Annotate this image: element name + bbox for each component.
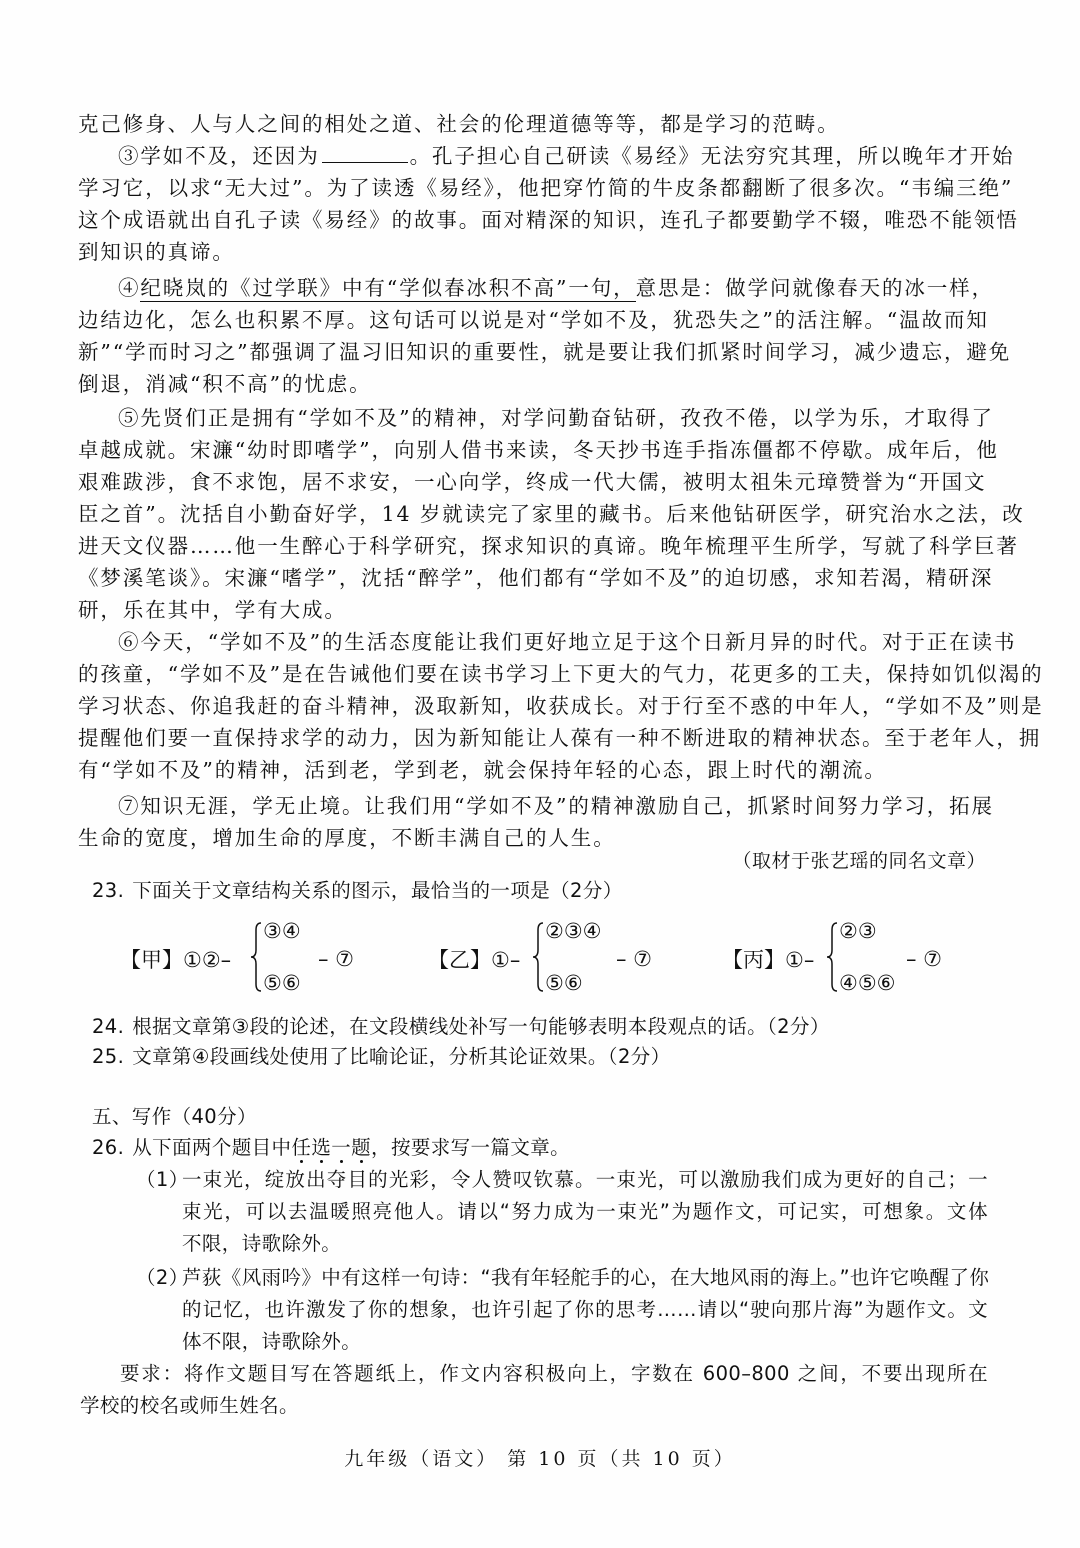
paragraph-4-rest: 意思是：做学问就像春天的冰一样， <box>635 276 994 300</box>
question-24 <box>92 1011 830 1043</box>
paragraph-5-line: 研，乐在其中，学有大成。 <box>78 598 347 622</box>
writing-option-2-line: 芦荻《风雨吟》中有这样一句诗：“我有年轻舵手的心，在大地风雨的海上。”也许它唤醒了你 <box>182 1266 990 1289</box>
paragraph-3-after-blank: 。孔子担心自己研读《易经》无法穷究其理，所以晚年才开始 <box>409 144 1015 168</box>
writing-option-2-line: 体不限，诗歌除外。 <box>182 1330 362 1353</box>
curly-brace-icon <box>532 922 544 992</box>
question-25 <box>92 1041 671 1073</box>
question-text: 文章第④段画线处使用了比喻论证，分析其论证效果。（2分） <box>132 1045 671 1068</box>
diagram-tail: – ⑦ <box>616 947 653 971</box>
paragraph-6-line: ⑥今天，“学如不及”的生活态度能让我们更好地立足于这个日新月异的时代。对于正在读书 <box>118 630 1017 654</box>
paragraph-6-line: 的孩童，“学如不及”是在告诫他们要在读书学习上下更大的气力，花更多的工夫，保持如饥似渴的 <box>78 662 1044 686</box>
paragraph-3-line: 到知识的真谛。 <box>78 240 235 264</box>
paragraph-5-line: 《梦溪笔谈》。宋濂“嗜学”，沈括“醉学”，他们都有“学如不及”的迫切感，求知若渴，精研深 <box>78 566 994 590</box>
paragraph-5-line: 臣之首”。沈括自小勤奋好学，14 岁就读完了家里的藏书。后来他钻研医学，研究治水之法，改 <box>78 502 1025 526</box>
diagram-lower-branch: ④⑤⑥ <box>839 971 896 995</box>
question-text: 下面关于文章结构关系的图示，最恰当的一项是（2分） <box>132 879 623 902</box>
diagram-lower-branch: ⑤⑥ <box>263 971 301 995</box>
diagram-tail: – ⑦ <box>906 947 943 971</box>
option-label: 【甲】①②– <box>120 948 232 972</box>
passage-source: （取材于张艺瑶的同名文章） <box>732 850 986 872</box>
question-text-after: ，按要求写一篇文章。 <box>371 1136 571 1159</box>
paragraph-4-first-line <box>118 272 994 304</box>
paragraph-6-line: 学习状态、你追我赶的奋斗精神，汲取新知，收获成长。对于行至不惑的中年人，“学如不及”则是 <box>78 694 1044 718</box>
paragraph-6-line: 提醒他们要一直保持求学的动力，因为新知能让人葆有一种不断进取的精神状态。至于老年人，拥 <box>78 726 1042 750</box>
paragraph-5-line: 卓越成就。宋濂“幼时即嗜学”，向别人借书来读，冬天抄书连手指冻僵都不停歇。成年后，他 <box>78 438 999 462</box>
emphasized-char: 一 <box>331 1136 352 1159</box>
question-number: 23. <box>92 879 125 902</box>
paragraph-marker: ④ <box>118 276 141 300</box>
writing-option-1-line: 一束光，绽放出夺目的光彩，令人赞叹钦慕。一束光，可以激励我们成为更好的自己；一 <box>182 1168 988 1191</box>
emphasized-char: 题 <box>351 1136 372 1159</box>
option-jia-diagram <box>120 918 380 1002</box>
writing-option-2-line: 的记忆，也许激发了你的想象，也许引起了你的思考……请以“驶向那片海”为题作文。文 <box>182 1298 988 1321</box>
paragraph-5-line: 艰难跋涉，食不求饱，居不求安，一心向学，终成一代大儒，被明太祖朱元璋赞誉为“开国文 <box>78 470 987 494</box>
question-number: 24. <box>92 1015 125 1038</box>
fill-in-blank <box>322 140 408 163</box>
diagram-lower-branch: ⑤⑥ <box>545 971 583 995</box>
option-bing-diagram <box>722 918 962 1002</box>
paragraph-4-line: 新”“学而时习之”都强调了温习旧知识的重要性，就是要让我们抓紧时间学习，减少遗忘，避免 <box>78 340 1012 364</box>
diagram-upper-branch: ②③④ <box>545 919 602 943</box>
paragraph-3-first-line <box>118 140 1015 172</box>
question-text-before: 从下面两个题目中 <box>132 1136 292 1159</box>
paragraph-6-line: 有“学如不及”的精神，活到老，学到老，就会保持年轻的心态，跟上时代的潮流。 <box>78 758 887 782</box>
question-number: 25. <box>92 1045 125 1068</box>
writing-requirements-line: 学校的校名或师生姓名。 <box>80 1394 299 1417</box>
diagram-upper-branch: ②③ <box>839 919 877 943</box>
question-text: 根据文章第③段的论述，在文段横线处补写一句能够表明本段观点的话。（2分） <box>132 1015 830 1038</box>
question-number: 26. <box>92 1136 125 1159</box>
writing-option-1-line: 束光，可以去温暖照亮他人。请以“努力成为一束光”为题作文，可记实，可想象。文体 <box>182 1200 988 1223</box>
paragraph-7-line: ⑦知识无涯，学无止境。让我们用“学如不及”的精神激励自己，抓紧时间努力学习，拓展 <box>118 794 994 818</box>
paragraph-5-line: 进天文仪器……他一生醉心于科学研究，探求知识的真谛。晚年梳理平生所学，写就了科学巨著 <box>78 534 1019 558</box>
paragraph-marker: ③ <box>118 144 141 168</box>
curly-brace-icon <box>250 922 262 992</box>
paragraph-3-line: 这个成语就出自孔子读《易经》的故事。面对精深的知识，连孔子都要勤学不辍，唯恐不能领悟 <box>78 208 1019 232</box>
question-26 <box>92 1132 570 1164</box>
curly-brace-icon <box>826 922 838 992</box>
passage-continuation-line: 克己修身、人与人之间的相处之道、社会的伦理道德等等，都是学习的范畴。 <box>78 112 840 136</box>
paragraph-4-line: 边结边化，怎么也积累不厚。这句话可以说是对“学如不及，犹恐失之”的活注解。“温故而知 <box>78 308 989 332</box>
paragraph-3-lead: 学如不及，还因为 <box>140 144 320 168</box>
writing-requirements-line: 要求：将作文题目写在答题纸上，作文内容积极向上，字数在 600–800 之间，不要出现所在 <box>120 1362 988 1385</box>
diagram-upper-branch: ③④ <box>263 919 301 943</box>
diagram-tail: – ⑦ <box>318 947 355 971</box>
writing-option-2-label: （2） <box>136 1266 189 1289</box>
question-23 <box>92 875 623 907</box>
emphasized-char: 选 <box>311 1136 332 1159</box>
paragraph-5-line: ⑤先贤们正是拥有“学如不及”的精神，对学问勤奋钻研，孜孜不倦，以学为乐，才取得了 <box>118 406 994 430</box>
paragraph-7-line: 生命的宽度，增加生命的厚度，不断丰满自己的人生。 <box>78 826 616 850</box>
section-title-writing: 五、写作（40分） <box>92 1105 257 1128</box>
writing-option-1-line: 不限，诗歌除外。 <box>182 1232 342 1255</box>
option-yi-diagram <box>428 918 668 1002</box>
option-label: 【丙】①– <box>722 948 815 972</box>
underlined-metaphor-sentence: 纪晓岚的《过学联》中有“学似春冰积不高”一句， <box>140 276 636 300</box>
paragraph-4-line: 倒退，消减“积不高”的忧虑。 <box>78 372 372 396</box>
writing-option-1-label: （1） <box>136 1168 189 1191</box>
option-label: 【乙】①– <box>428 948 521 972</box>
emphasized-char: 任 <box>291 1136 312 1159</box>
paragraph-3-line: 学习它，以求“无大过”。为了读透《易经》，他把穿竹简的牛皮条都翻断了很多次。“韦编三绝” <box>78 176 1014 200</box>
page-footer: 九年级（语文） 第 10 页（共 10 页） <box>344 1448 736 1470</box>
